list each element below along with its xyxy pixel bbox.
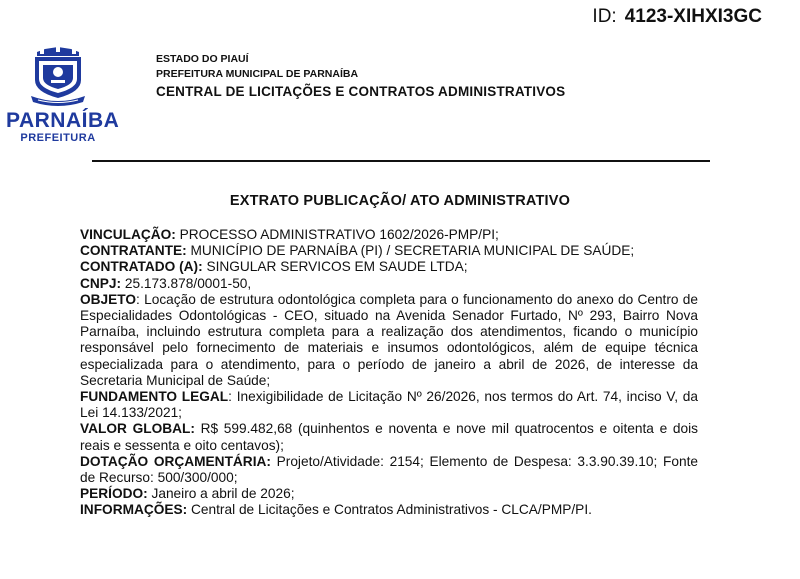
field-label: CONTRATANTE:	[80, 243, 187, 259]
coat-of-arms-icon	[29, 46, 87, 108]
field-contratante	[80, 243, 698, 259]
field-fundamento-legal	[80, 389, 698, 421]
document-id-value: 4123-XIHXI3GC	[624, 6, 762, 27]
field-value: R$ 599.482,68 (quinhentos e noventa e nove mil quatrocentos e oitenta e dois reais e sessenta e oito centavos);	[80, 421, 698, 453]
field-label: CNPJ:	[80, 275, 122, 291]
field-cnpj	[80, 276, 698, 292]
header-department: CENTRAL DE LICITAÇÕES E CONTRATOS ADMINISTRATIVOS	[156, 84, 566, 99]
field-dotacao	[80, 454, 698, 486]
field-label: CONTRATADO (A):	[80, 259, 203, 275]
field-periodo	[80, 486, 698, 502]
field-value: : Locação de estrutura odontológica completa para o funcionamento do anexo do Centro de Especialidades Odontológicas - CEO, situado na Avenida Senador Furtado, Nº 293, Bairro Nova Parnaíba, incluindo estrutura completa para a realização dos atendimentos, ficando o município responsável pelo fornecimento de materiais e insumos odontológicos, além de equipe técnica especializada para o atendimento, para o período de janeiro a abril de 2026, de interesse da Secretaria Municipal de Saúde;	[80, 291, 698, 388]
field-label: OBJETO	[80, 291, 137, 307]
letterhead	[156, 52, 565, 102]
field-label: VINCULAÇÃO:	[80, 227, 176, 242]
field-label: VALOR GLOBAL:	[80, 421, 195, 437]
field-value: PROCESSO ADMINISTRATIVO 1602/2026-PMP/PI;	[175, 227, 499, 242]
logo-subtitle: PREFEITURA	[20, 132, 96, 144]
document-id	[592, 6, 762, 28]
field-label: DOTAÇÃO ORÇAMENTÁRIA:	[80, 453, 271, 469]
field-value: Central de Licitações e Contratos Administrativos - CLCA/PMP/PI.	[187, 502, 592, 518]
field-objeto	[80, 292, 698, 389]
field-value: : Inexigibilidade de Licitação Nº 26/2026, nos termos do Art. 74, inciso V, da Lei 14.133/2021;	[80, 389, 698, 421]
header-state: ESTADO DO PIAUÍ	[156, 53, 249, 65]
field-value: Projeto/Atividade: 2154; Elemento de Despesa: 3.3.90.39.10; Fonte de Recurso: 500/300/000;	[80, 453, 698, 486]
document-id-label: ID:	[592, 6, 617, 27]
field-value: 25.173.878/0001-50,	[121, 275, 252, 291]
header-prefecture: PREFEITURA MUNICIPAL DE PARNAÍBA	[156, 68, 359, 80]
field-value: SINGULAR SERVICOS EM SAUDE LTDA;	[202, 259, 468, 275]
field-valor-global	[80, 421, 698, 453]
document-body	[80, 227, 698, 519]
field-contratado	[80, 259, 698, 275]
field-vinculacao	[80, 227, 698, 243]
field-informacoes	[80, 502, 698, 518]
parnaiba-logo	[6, 46, 120, 144]
document-title: EXTRATO PUBLICAÇÃO/ ATO ADMINISTRATIVO	[229, 193, 571, 209]
logo-city-name: PARNAÍBA	[6, 109, 120, 132]
field-value: Janeiro a abril de 2026;	[147, 486, 295, 502]
field-label: FUNDAMENTO LEGAL	[80, 389, 229, 405]
field-label: INFORMAÇÕES:	[80, 502, 188, 518]
header-divider	[92, 160, 710, 162]
field-value: MUNICÍPIO DE PARNAÍBA (PI) / SECRETARIA MUNICIPAL DE SAÚDE;	[186, 243, 635, 259]
field-label: PERÍODO:	[80, 486, 148, 502]
